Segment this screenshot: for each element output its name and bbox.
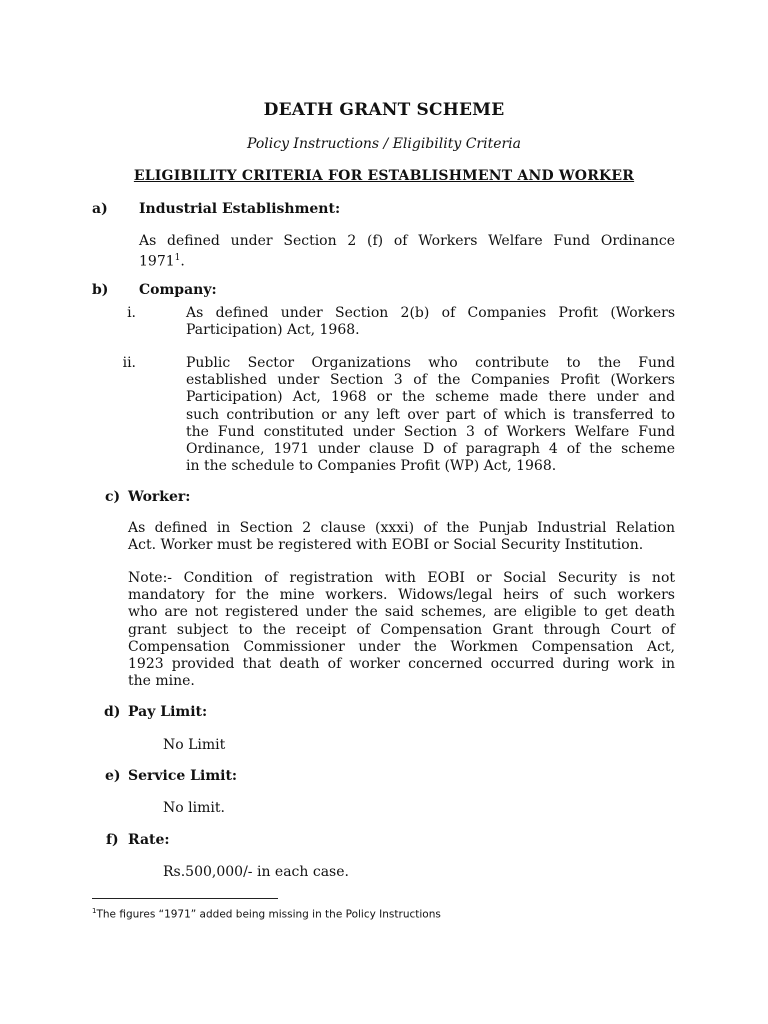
- item-c-line: Act. Worker must be registered with EOBI or Social Security Institution.: [128, 537, 644, 554]
- item-b-ii-line: established under Section 3 of the Companies Profit (Workers: [186, 372, 675, 389]
- item-b-ii-line: in the schedule to Companies Profit (WP) Act, 1968.: [186, 458, 557, 475]
- item-e-marker: e): [105, 768, 121, 784]
- item-b-ii-line: Ordinance, 1971 under clause D of paragraph 4 of the scheme: [186, 441, 675, 458]
- item-b-marker: b): [92, 282, 109, 298]
- footnote-ref: 1: [174, 253, 181, 264]
- item-b-ii-line: such contribution or any left over part of which is transferred to: [186, 406, 675, 423]
- item-a-text: [139, 233, 675, 271]
- item-c-label: Worker:: [128, 489, 191, 505]
- item-b-ii-numeral: ii.: [122, 355, 136, 371]
- item-a-line1: As defined under Section 2 (f) of Workers Welfare Fund Ordinance: [139, 233, 675, 249]
- item-c-note: [128, 570, 675, 690]
- item-e-label: Service Limit:: [128, 768, 238, 784]
- item-a-year: 1971: [139, 253, 175, 270]
- note-line: Compensation Commissioner under the Workmen Compensation Act,: [128, 638, 675, 655]
- note-line: grant subject to the receipt of Compensation Grant through Court of: [128, 621, 675, 638]
- footnote-text: The figures “1971” added being missing in the Policy Instructions: [96, 908, 441, 921]
- note-line: Note:- Condition of registration with EOBI or Social Security is not: [128, 570, 675, 586]
- item-b-ii-line: Public Sector Organizations who contribute to the Fund: [186, 355, 675, 371]
- item-b-i-line: Participation) Act, 1968.: [186, 322, 360, 339]
- item-b-i-numeral: i.: [127, 305, 136, 321]
- item-a-marker: a): [92, 201, 108, 217]
- note-line: who are not registered under the said schemes, are eligible to get death: [128, 604, 675, 621]
- item-c-marker: c): [105, 489, 121, 505]
- footnote: [92, 907, 441, 921]
- footnote-number: 1: [92, 907, 97, 915]
- item-c-text: [128, 520, 675, 554]
- footnote-separator: [92, 898, 278, 899]
- item-f-marker: f): [106, 832, 119, 848]
- note-line: 1923 provided that death of worker concerned occurred during work in: [128, 656, 675, 673]
- item-a-line2: [139, 250, 675, 271]
- item-b-label: Company:: [139, 282, 217, 298]
- item-b-ii-line: Participation) Act, 1968 or the scheme made there under and: [186, 389, 675, 406]
- item-d-marker: d): [104, 704, 121, 720]
- note-line: mandatory for the mine workers. Widows/legal heirs of such workers: [128, 587, 675, 604]
- item-b-i-text: [186, 305, 675, 339]
- document-title: DEATH GRANT SCHEME: [263, 100, 505, 120]
- note-line: the mine.: [128, 673, 195, 690]
- document-subtitle: Policy Instructions / Eligibility Criteria: [247, 136, 521, 152]
- item-b-i-line: As defined under Section 2(b) of Companies Profit (Workers: [186, 305, 675, 321]
- item-b-ii-line: the Fund constituted under Section 3 of Workers Welfare Fund: [186, 423, 675, 440]
- item-d-value: No Limit: [163, 737, 226, 753]
- item-c-line: As defined in Section 2 clause (xxxi) of the Punjab Industrial Relation: [128, 520, 675, 536]
- item-f-label: Rate:: [128, 832, 170, 848]
- section-heading: ELIGIBILITY CRITERIA FOR ESTABLISHMENT AND WORKER: [133, 168, 635, 184]
- item-f-value: Rs.500,000/- in each case.: [163, 864, 349, 880]
- item-a-end: .: [180, 253, 185, 270]
- item-d-label: Pay Limit:: [128, 704, 208, 720]
- item-b-ii-text: [186, 355, 675, 475]
- item-e-value: No limit.: [163, 800, 225, 816]
- item-a-label: Industrial Establishment:: [139, 201, 341, 217]
